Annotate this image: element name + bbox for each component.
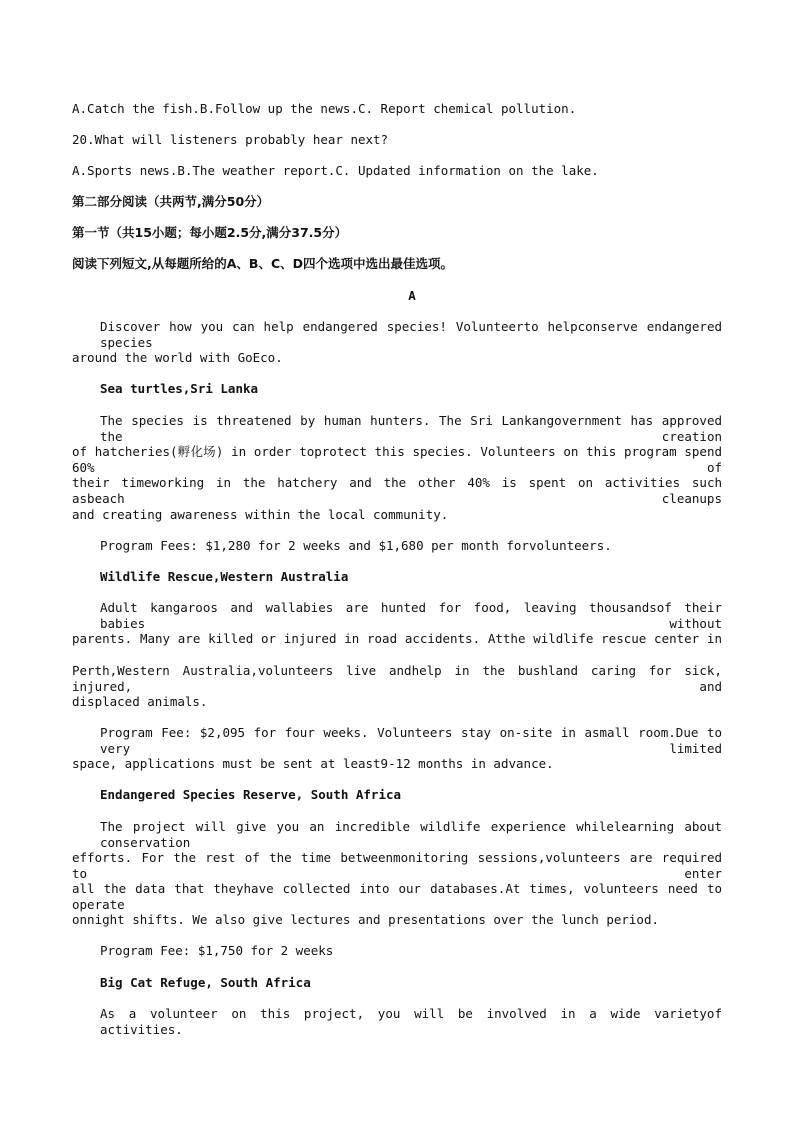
paragraph-line: efforts. For the rest of the time betweenmonitoring sessions,volunteers are required to enter (72, 850, 722, 881)
paragraph-line: The species is threatened by human hunters. The Sri Lankangovernment has approved the creation (100, 413, 722, 444)
paragraph-line: of hatcheries(孵化场) in order toprotect this species. Volunteers on this program spend 60% of (72, 444, 722, 475)
program-fee-wildlife-rescue: Program Fee: $2,095 for four weeks. Volunteers stay on-site in asmall room.Due to very limited (100, 725, 722, 756)
question-20-options: A.Sports news.B.The weather report.C. Updated information on the lake. (72, 163, 599, 178)
program-fee-species-reserve: Program Fee: $1,750 for 2 weeks (100, 943, 334, 958)
section-one-title: 第一节（共15小题；每小题2.5分,满分37.5分） (72, 225, 348, 240)
program-heading-sea-turtles: Sea turtles,Sri Lanka (100, 381, 259, 396)
passage-label: A (408, 288, 416, 303)
program-fee-wildlife-rescue-cont: space, applications must be sent at least9-12 months in advance. (72, 756, 554, 771)
paragraph-line: parents. Many are killed or injured in road accidents. Atthe wildlife rescue center in (72, 631, 722, 646)
paragraph-line: all the data that theyhave collected into our databases.At times, volunteers need to operate (72, 881, 722, 912)
paragraph-line: their timeworking in the hatchery and the other 40% is spent on activities such asbeach cleanups (72, 475, 722, 506)
paragraph-line: onnight shifts. We also give lectures and presentations over the lunch period. (72, 912, 659, 927)
paragraph-line: The project will give you an incredible wildlife experience whilelearning about conservation (100, 819, 722, 850)
reading-instruction: 阅读下列短文,从每题所给的A、B、C、D四个选项中选出最佳选项。 (72, 256, 454, 271)
program-fee-sea-turtles: Program Fees: $1,280 for 2 weeks and $1,680 per month forvolunteers. (100, 538, 612, 553)
question-19-options: A.Catch the fish.B.Follow up the news.C. Report chemical pollution. (72, 101, 577, 116)
paragraph-line: Perth,Western Australia,volunteers live andhelp in the bushland caring for sick, injured, and (72, 663, 722, 694)
program-heading-species-reserve: Endangered Species Reserve, South Africa (100, 787, 402, 802)
intro-line-1: Discover how you can help endangered species! Volunteerto helpconserve endangered species (100, 319, 722, 350)
program-heading-wildlife-rescue: Wildlife Rescue,Western Australia (100, 569, 349, 584)
paragraph-line: and creating awareness within the local community. (72, 507, 449, 522)
paragraph-line: As a volunteer on this project, you will be involved in a wide varietyof activities. (100, 1006, 722, 1037)
intro-line-2: around the world with GoEco. (72, 350, 283, 365)
paragraph-line: displaced animals. (72, 694, 208, 709)
program-heading-big-cat-refuge: Big Cat Refuge, South Africa (100, 975, 311, 990)
paragraph-line: Adult kangaroos and wallabies are hunted for food, leaving thousandsof their babies without (100, 600, 722, 631)
part-two-title: 第二部分阅读（共两节,满分50分） (72, 194, 270, 209)
question-20-text: 20.What will listeners probably hear next? (72, 132, 389, 147)
